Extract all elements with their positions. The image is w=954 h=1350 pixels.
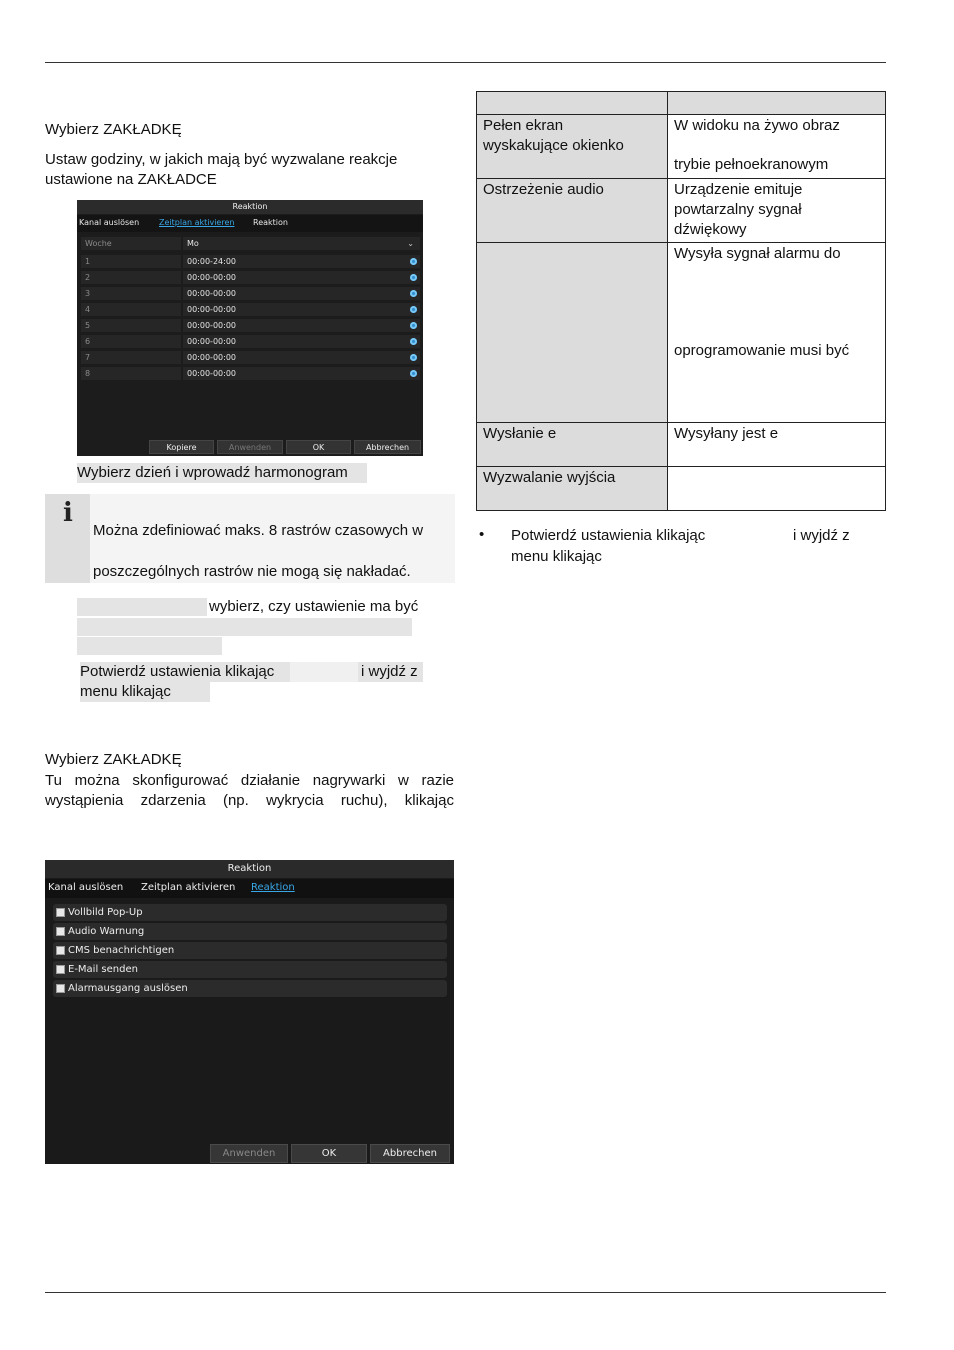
dvr1-week-label: Woche: [81, 237, 181, 250]
dvr1-week-value: Mo: [187, 239, 199, 248]
dvr1-copy-button[interactable]: Kopiere: [149, 440, 214, 454]
settings-dot-icon[interactable]: [410, 338, 417, 345]
paragraph-select-tab: Wybierz ZAKŁADKĘ: [45, 121, 182, 138]
dvr1-week-select[interactable]: [183, 237, 420, 250]
blank-gap: [290, 662, 358, 682]
highlight-block: [77, 618, 412, 636]
step-choose-text: wybierz, czy ustawienie ma być: [209, 598, 419, 615]
dvr1-time-value: 00:00-00:00: [187, 369, 236, 378]
dvr2-cancel-button[interactable]: Abbrechen: [370, 1144, 450, 1163]
dvr1-time-value: 00:00-00:00: [187, 305, 236, 314]
dvr1-tab-kanal[interactable]: Kanal auslösen: [79, 218, 140, 227]
cell-text: Wysłanie e: [483, 425, 557, 442]
table-row: [477, 243, 886, 423]
dvr1-row-number: 5: [81, 319, 181, 332]
checkbox-icon[interactable]: [56, 927, 65, 936]
cell-text: Ostrzeżenie audio: [483, 181, 604, 198]
confirm-text-a: Potwierdź ustawienia klikając: [80, 663, 275, 680]
dvr1-tab-reaktion[interactable]: Reaktion: [253, 218, 288, 227]
table-cell-label: [477, 115, 668, 179]
confirm-text-line2: menu klikając: [80, 682, 210, 702]
settings-dot-icon[interactable]: [410, 258, 417, 265]
settings-dot-icon[interactable]: [410, 370, 417, 377]
cell-spacer: [674, 264, 879, 341]
dvr1-row-number: 2: [81, 271, 181, 284]
cell-text: Wysyła sygnał alarmu do: [674, 245, 841, 262]
cell-text: powtarzalny sygnał: [674, 201, 802, 218]
cell-text: wyskakujące okienko: [483, 137, 624, 154]
dvr1-apply-button[interactable]: Anwenden: [217, 440, 283, 454]
highlight-block: [77, 637, 222, 655]
cell-text: oprogramowanie musi być: [674, 342, 850, 359]
table-cell-label: [477, 179, 668, 243]
table-row: [477, 467, 886, 511]
dvr2-option[interactable]: [53, 942, 447, 959]
table-cell-label: [477, 423, 668, 467]
dvr1-title: Reaktion: [77, 200, 423, 214]
dvr1-time-row: [81, 255, 420, 268]
checkbox-icon[interactable]: [56, 965, 65, 974]
dvr1-time-value: 00:00-00:00: [187, 337, 236, 346]
dvr2-apply-button[interactable]: Anwenden: [210, 1144, 288, 1163]
dvr1-row-number: 7: [81, 351, 181, 364]
dvr2-option-label: Alarmausgang auslösen: [68, 983, 188, 994]
table-cell-desc: [668, 423, 886, 467]
cell-text: Urządzenie emituje: [674, 181, 803, 198]
dvr1-time-value: 00:00-00:00: [187, 289, 236, 298]
table-cell-desc: [668, 115, 886, 179]
dvr1-tabbar: [77, 215, 423, 232]
dvr1-ok-button[interactable]: OK: [286, 440, 351, 454]
footer-rule: [45, 1292, 886, 1293]
checkbox-icon[interactable]: [56, 946, 65, 955]
dvr2-option-label: Audio Warnung: [68, 926, 145, 937]
right-confirm-a: Potwierdź ustawienia klikając: [511, 527, 706, 544]
cell-text: Pełen ekran: [483, 117, 564, 134]
dvr1-time-row: [81, 271, 420, 284]
table-cell-label: [477, 467, 668, 511]
table-header-cell: [668, 92, 886, 115]
table-row: [477, 115, 886, 179]
reaction-table: [476, 91, 886, 511]
checkbox-icon[interactable]: [56, 984, 65, 993]
dvr1-time-row: [81, 351, 420, 364]
cell-text: Wyzwalanie wyjścia: [483, 469, 616, 486]
dvr2-tab-reaktion[interactable]: Reaktion: [251, 882, 295, 893]
dvr2-option[interactable]: [53, 923, 447, 940]
settings-dot-icon[interactable]: [410, 306, 417, 313]
dvr1-time-row: [81, 287, 420, 300]
cell-text: W widoku na żywo obraz: [674, 117, 840, 134]
dvr1-tab-zeitplan[interactable]: Zeitplan aktivieren: [159, 218, 235, 227]
dvr1-time-field[interactable]: [183, 367, 420, 380]
dvr1-time-row: [81, 319, 420, 332]
table-row: [477, 423, 886, 467]
header-rule: [45, 62, 886, 63]
chevron-down-icon: ⌄: [407, 239, 414, 248]
right-confirm-b: i wyjdź z: [793, 527, 850, 544]
info-text-line1: Można zdefiniować maks. 8 rastrów czasowych w: [93, 522, 424, 539]
dvr2-ok-button[interactable]: OK: [291, 1144, 367, 1163]
dvr2-option-label: E-Mail senden: [68, 964, 138, 975]
dvr1-time-value: 00:00-24:00: [187, 257, 236, 266]
confirm-text-b: i wyjdź z: [361, 663, 418, 680]
dvr2-option[interactable]: [53, 904, 447, 921]
highlight-block: [77, 598, 207, 616]
cell-text: dźwiękowy: [674, 221, 747, 238]
dvr1-week-row: [81, 237, 420, 250]
dvr2-tab-kanal[interactable]: Kanal auslösen: [48, 882, 124, 893]
dvr1-time-field[interactable]: [183, 335, 420, 348]
dvr2-option-label: CMS benachrichtigen: [68, 945, 175, 956]
table-cell-label: [477, 243, 668, 423]
table-header-cell: [477, 92, 668, 115]
dvr1-time-row: [81, 367, 420, 380]
dvr2-option[interactable]: [53, 980, 447, 997]
dvr2-tab-zeitplan[interactable]: Zeitplan aktivieren: [141, 882, 236, 893]
bullet-icon: •: [479, 526, 485, 543]
info-text-line2: poszczególnych rastrów nie mogą się nakładać.: [93, 563, 411, 580]
dvr2-option[interactable]: [53, 961, 447, 978]
dvr1-time-row: [81, 303, 420, 316]
dvr1-time-value: 00:00-00:00: [187, 353, 236, 362]
dvr1-row-number: 6: [81, 335, 181, 348]
paragraph-set-hours-2: ustawione na ZAKŁADCE: [45, 171, 217, 188]
dvr1-row-number: 4: [81, 303, 181, 316]
table-cell-desc: [668, 467, 886, 511]
cell-spacer: [674, 136, 879, 155]
dvr1-time-row: [81, 335, 420, 348]
dvr1-row-number: 3: [81, 287, 181, 300]
info-note-box: [45, 494, 455, 583]
right-confirm-line2: menu klikając: [511, 548, 602, 565]
dvr1-time-field[interactable]: [183, 255, 420, 268]
info-icon: i: [63, 498, 73, 528]
dvr1-time-field[interactable]: [183, 271, 420, 284]
dvr1-time-field[interactable]: [183, 303, 420, 316]
settings-dot-icon[interactable]: [410, 290, 417, 297]
caption-select-day: Wybierz dzień i wprowadź harmonogram: [77, 463, 367, 483]
dvr2-option-label: Vollbild Pop-Up: [68, 907, 143, 918]
dvr1-time-field[interactable]: [183, 287, 420, 300]
checkbox-icon[interactable]: [56, 908, 65, 917]
table-row: [477, 179, 886, 243]
dvr2-tabbar: [45, 879, 454, 898]
paragraph-set-hours-1: Ustaw godziny, w jakich mają być wyzwalane reakcje: [45, 151, 398, 168]
settings-dot-icon[interactable]: [410, 322, 417, 329]
dvr-reaction-screenshot: [45, 860, 454, 1164]
cell-text: Wysyłany jest e: [674, 425, 779, 442]
dvr1-row-number: 1: [81, 255, 181, 268]
cell-text: trybie pełnoekranowym: [674, 156, 829, 173]
table-header-row: [477, 92, 886, 115]
dvr1-time-field[interactable]: [183, 319, 420, 332]
table-cell-desc: [668, 179, 886, 243]
dvr-schedule-screenshot: [77, 200, 423, 456]
info-icon-column: [45, 494, 90, 583]
dvr2-title: Reaktion: [45, 860, 454, 878]
dvr1-row-number: 8: [81, 367, 181, 380]
dvr1-cancel-button[interactable]: Abbrechen: [354, 440, 421, 454]
paragraph-reaction-2: wystąpienia zdarzenia (np. wykrycia ruchu), klikając: [45, 792, 454, 809]
dvr1-time-value: 00:00-00:00: [187, 273, 236, 282]
settings-dot-icon[interactable]: [410, 354, 417, 361]
dvr1-time-value: 00:00-00:00: [187, 321, 236, 330]
paragraph-reaction-1: Tu można skonfigurować działanie nagrywarki w razie: [45, 772, 454, 789]
dvr1-time-field[interactable]: [183, 351, 420, 364]
paragraph-select-tab-2: Wybierz ZAKŁADKĘ: [45, 751, 182, 768]
table-cell-desc: [668, 243, 886, 423]
settings-dot-icon[interactable]: [410, 274, 417, 281]
